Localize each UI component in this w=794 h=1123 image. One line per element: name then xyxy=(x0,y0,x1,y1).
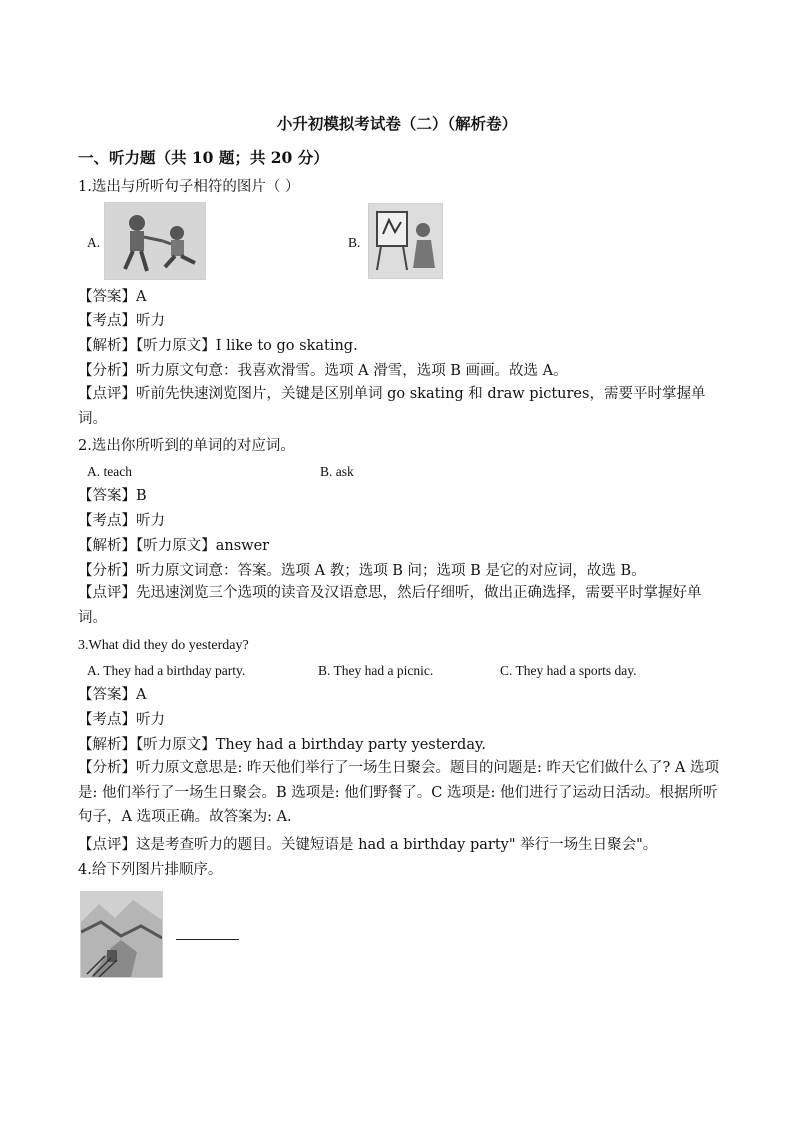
q2-stem: 2.选出你所听到的单词的对应词。 xyxy=(78,438,295,454)
q2-fenxi: 【分析】听力原文词意：答案。选项 A 教；选项 B 问；选项 B 是它的对应词，故选 B。 xyxy=(78,563,646,579)
q3-option-c: C. They had a sports day. xyxy=(500,663,637,678)
section-heading: 一、听力题（共 10 题；共 20 分） xyxy=(78,148,329,167)
q1-answer: 【答案】A xyxy=(78,289,147,305)
great-wall-image xyxy=(80,891,163,978)
q2-option-a: A. teach xyxy=(87,464,132,479)
q1-stem: 1.选出与所听句子相符的图片（ ） xyxy=(78,179,300,195)
q3-stem: 3.What did they do yesterday? xyxy=(78,638,249,653)
skating-kids-image xyxy=(104,202,206,280)
answer-blank-line[interactable] xyxy=(176,939,239,940)
q2-option-b: B. ask xyxy=(320,464,354,479)
q3-analysis: 【解析】【听力原文】They had a birthday party yesterday. xyxy=(78,737,486,753)
q3-point: 【考点】听力 xyxy=(78,712,165,728)
q2-point: 【考点】听力 xyxy=(78,513,165,529)
page-title: 小升初模拟考试卷（二）（解析卷） xyxy=(276,114,518,133)
q1-analysis: 【解析】【听力原文】I like to go skating. xyxy=(78,338,358,354)
q1-option-b-label: B. xyxy=(348,235,361,250)
painting-child-image xyxy=(368,203,443,279)
q3-option-a: A. They had a birthday party. xyxy=(87,663,246,678)
q3-option-b: B. They had a picnic. xyxy=(318,663,434,678)
q4-stem: 4.给下列图片排顺序。 xyxy=(78,862,223,878)
q2-answer: 【答案】B xyxy=(78,488,147,504)
q1-point: 【考点】听力 xyxy=(78,313,165,329)
q2-analysis: 【解析】【听力原文】answer xyxy=(78,538,270,554)
q1-comment: 【点评】听前先快速浏览图片，关键是区别单词 go skating 和 draw pictures，需要平时掌握单词。 xyxy=(78,386,706,427)
q2-comment: 【点评】先迅速浏览三个选项的读音及汉语意思，然后仔细听，做出正确选择，需要平时掌握好单词。 xyxy=(78,585,702,626)
q1-fenxi: 【分析】听力原文句意：我喜欢滑雪。选项 A 滑雪，选项 B 画画。故选 A。 xyxy=(78,363,568,379)
q3-fenxi: 【分析】听力原文意思是: 昨天他们举行了一场生日聚会。题目的问题是: 昨天它们做什么了? A 选项是: 他们举行了一场生日聚会。B 选项是: 他们野餐了。C 选项是: 他们进行了运动日活动。根据所听句子，A 选项正确。故答案为: A. xyxy=(78,760,719,825)
q3-answer: 【答案】A xyxy=(78,687,147,703)
q3-comment: 【点评】这是考查听力的题目。关键短语是 had a birthday party" 举行一场生日聚会"。 xyxy=(78,837,658,853)
q1-option-a-label: A. xyxy=(87,235,101,250)
